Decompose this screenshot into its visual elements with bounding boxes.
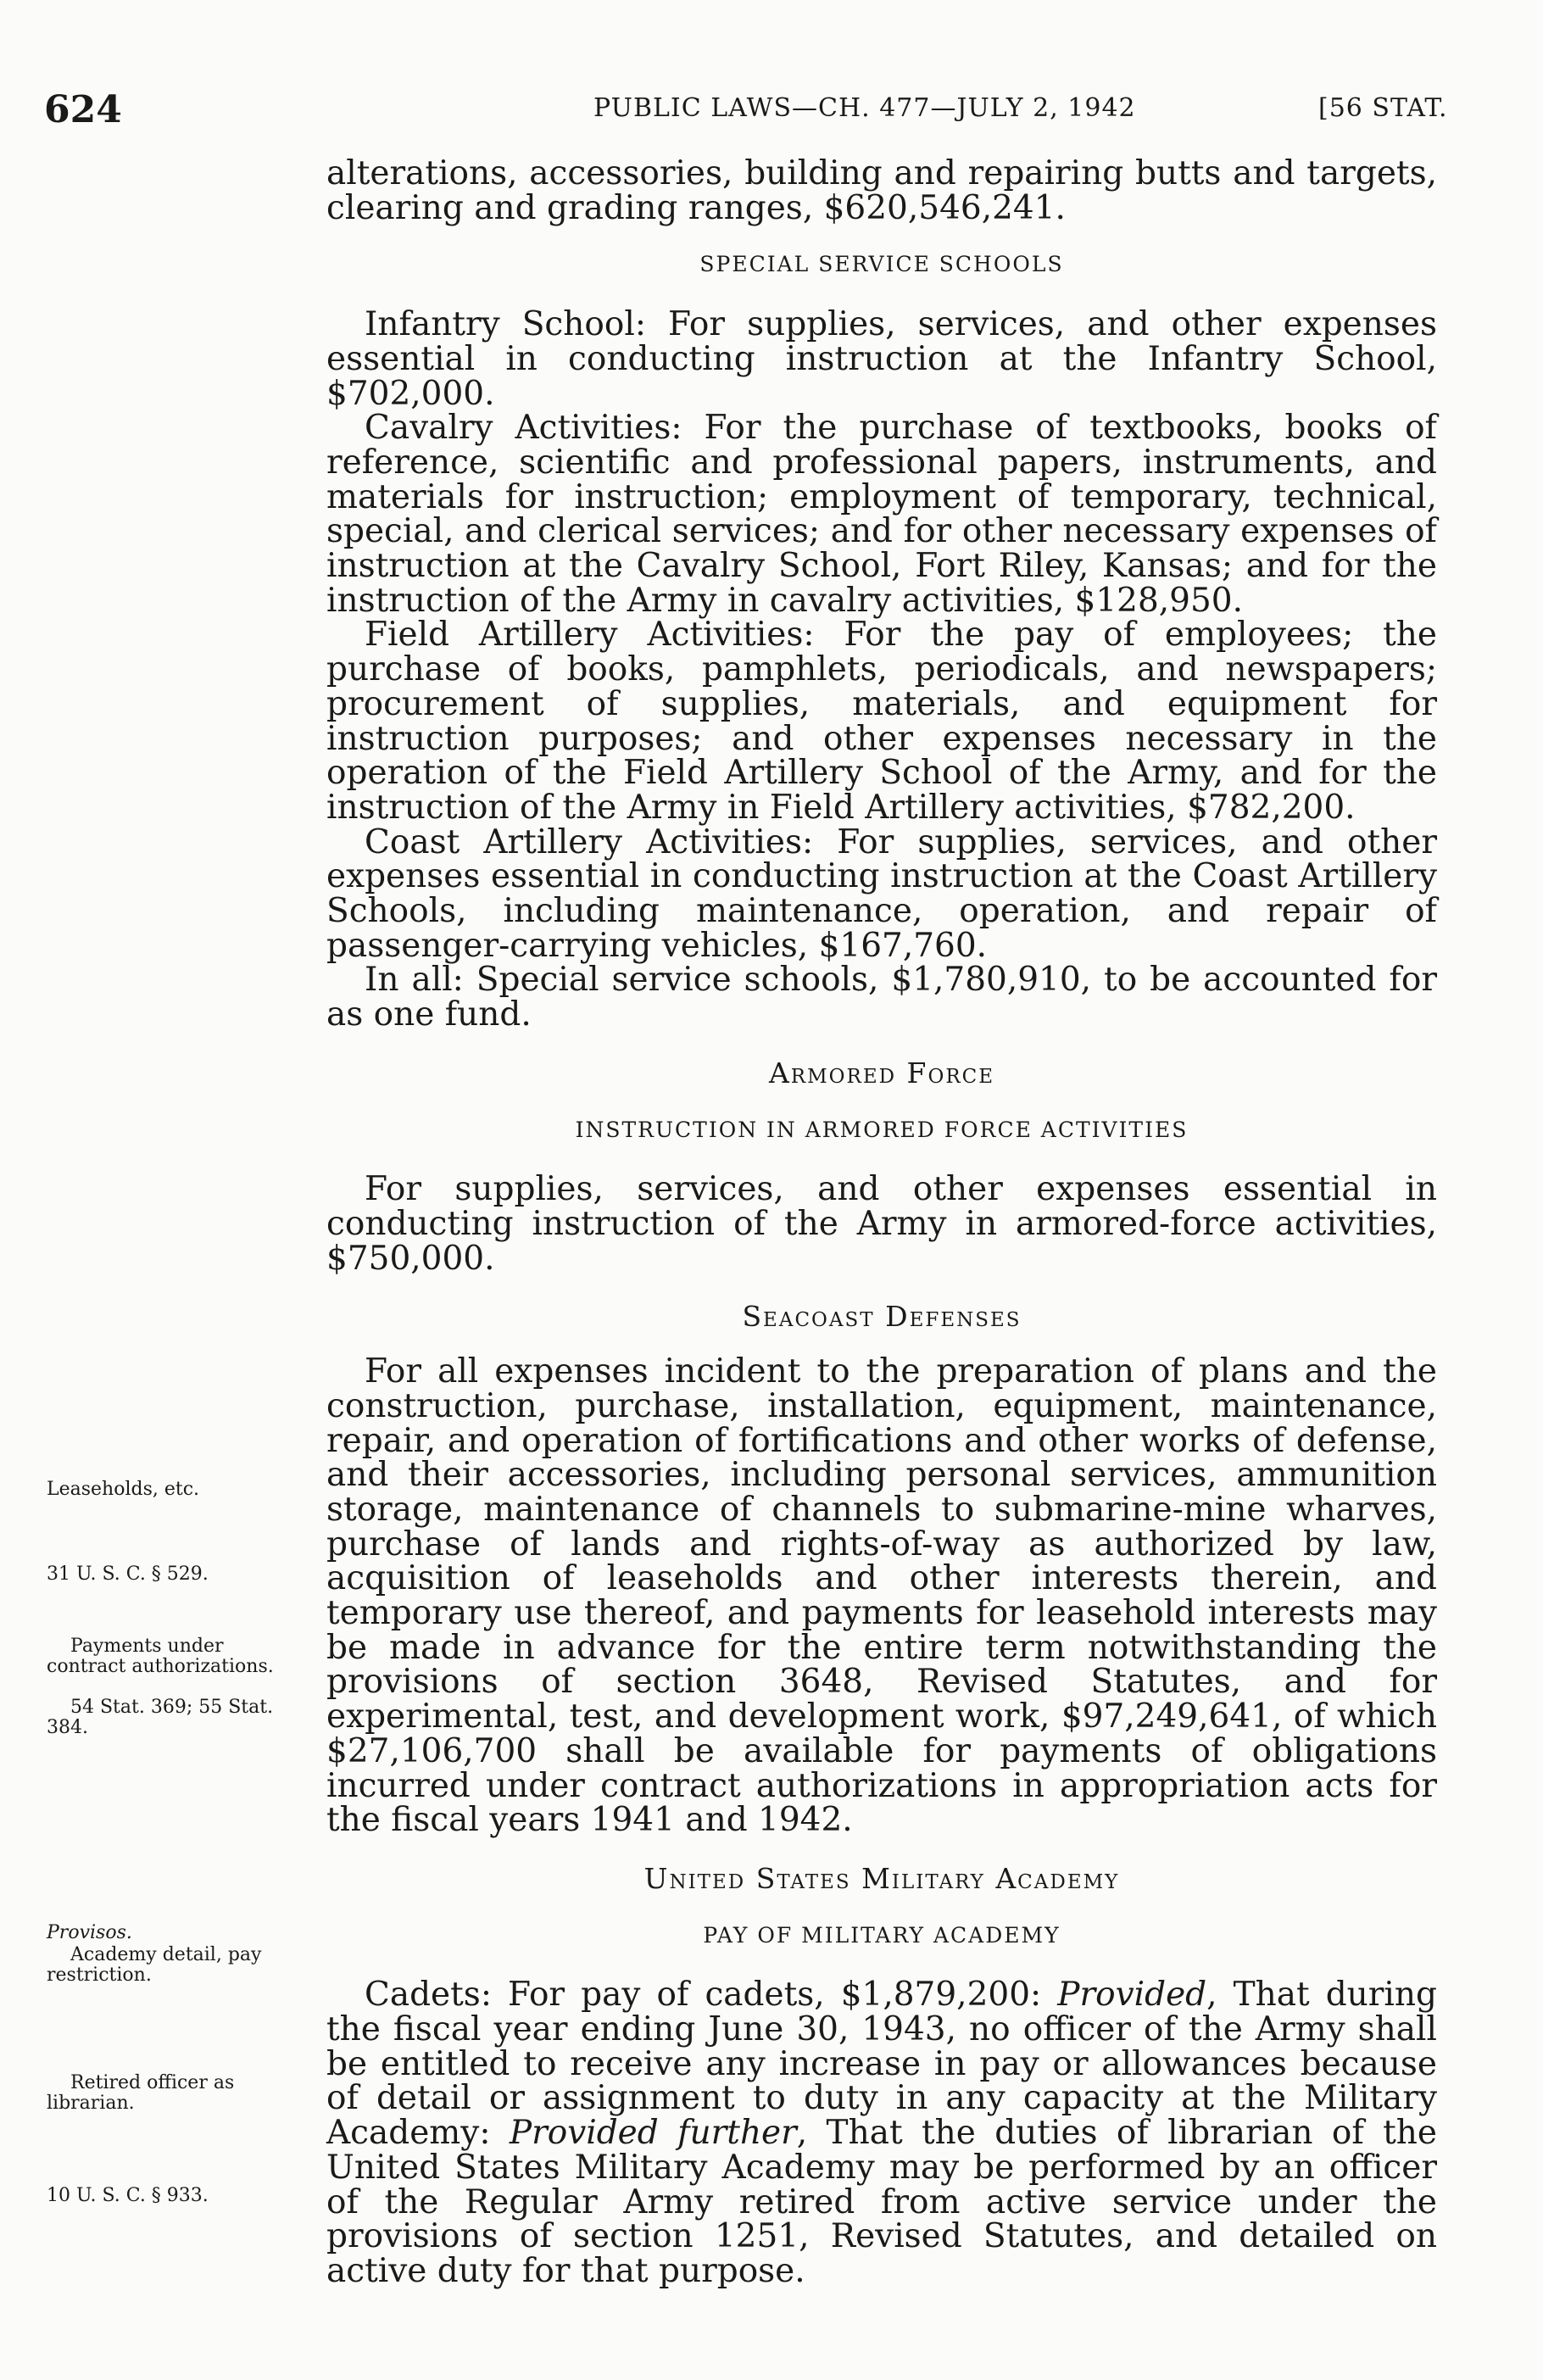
subheading-pay-of-academy: PAY OF MILITARY ACADEMY <box>703 1922 1061 1948</box>
margin-note-retired-officer: Retired officer as librarian. <box>47 2072 235 2114</box>
section-heading-military-academy: United States Military Academy <box>643 1861 1120 1895</box>
section-heading-seacoast-defenses: Seacoast Defenses <box>742 1300 1022 1334</box>
cadets-text-2: , That during the fiscal year ending June 30, 1943, no officer of the Army shall be entitled to receive any increase in pay or allowances because of detail or assignment to duty in any capacity at the Military Academy: <box>326 1976 1437 2153</box>
provided-further-term: Provided further <box>509 2114 797 2153</box>
paragraph-infantry-school: Infantry School: For supplies, services, and other expenses essential in conducting instruction at the Infantry School, $702,000. <box>326 305 1437 413</box>
paragraph-in-all: In all: Special service schools, $1,780,910, to be accounted for as one fund. <box>326 961 1437 1034</box>
paragraph-coast-artillery: Coast Artillery Activities: For supplies, services, and other expenses essential in conducting instruction at the Coast Artillery Schools, including maintenance, operation, and repair of passenger-carrying vehicles, $167,760. <box>326 822 1437 965</box>
margin-note-stat-ref: 54 Stat. 369; 55 Stat. 384. <box>47 1697 274 1738</box>
margin-note-payments: Payments under contract authorizations. <box>47 1636 274 1677</box>
cadets-text-1: Cadets: For pay of cadets, $1,879,200: <box>365 1976 1058 2015</box>
page-number: 624 <box>44 88 122 131</box>
margin-note-usc-933: 10 U. S. C. § 933. <box>47 2185 209 2206</box>
main-text <box>326 154 1437 2290</box>
section-heading-special-service-schools: SPECIAL SERVICE SCHOOLS <box>699 252 1064 277</box>
margin-note-leaseholds: Leaseholds, etc. <box>47 1479 200 1500</box>
section-heading-armored-force: Armored Force <box>768 1056 995 1090</box>
statute-reference: [56 STAT. <box>1318 93 1448 123</box>
paragraph-continued: alterations, accessories, building and repairing butts and targets, clearing and grading ranges, $620,546,241. <box>326 154 1437 227</box>
margin-note-usc-529: 31 U. S. C. § 529. <box>47 1563 209 1585</box>
paragraph-field-artillery: Field Artillery Activities: For the pay of employees; the purchase of books, pamphlets, periodicals, and newspapers; procurement of supplies, materials, and equipment for instruction purposes; and other expenses necessary in the operation of the Field Artillery School of the Army, and for the instruction of the Army in Field Artillery activities, $782,200. <box>326 616 1437 827</box>
margin-note-provisos: Provisos. <box>47 1922 132 1943</box>
margin-note-academy-detail: Academy detail, pay restriction. <box>47 1944 262 1986</box>
paragraph-armored-force: For supplies, services, and other expenses essential in conducting instruction of the Army in armored-force activities, $750,000. <box>326 1170 1437 1278</box>
paragraph-cadets <box>326 1978 1437 2288</box>
paragraph-seacoast-defenses: For all expenses incident to the preparation of plans and the construction, purchase, installation, equipment, maintenance, repair, and operation of fortifications and other works of defense, and their accessories, including personal services, ammunition storage, maintenance of channels to submarine-mine wharves, purchase of lands and rights-of-way as authorized by law, acquisition of leaseholds and other interests therein, and temporary use thereof, and payments for leasehold interests may be made in advance for the entire term notwithstanding the provisions of section 3648, Revised Statutes, and for experimental, test, and development work, $97,249,641, of which $27,106,700 shall be available for payments of obligations incurred under contract authorizations in appropriation acts for the fiscal years 1941 and 1942. <box>326 1352 1437 1840</box>
cadets-text-3: , That the duties of librarian of the United States Military Academy may be performed by an officer of the Regular Army retired from active service under the provisions of section 1251, Revised Statutes, and detailed on active duty for that purpose. <box>326 2114 1437 2290</box>
subheading-instruction-armored: INSTRUCTION IN ARMORED FORCE ACTIVITIES <box>575 1117 1189 1142</box>
running-head: PUBLIC LAWS—CH. 477—JULY 2, 1942 <box>593 93 1136 123</box>
paragraph-cavalry-activities: Cavalry Activities: For the purchase of textbooks, books of reference, scientific and professional papers, instruments, and materials for instruction; employment of temporary, technical, special, and clerical services; and for other necessary expenses of instruction at the Cavalry School, Fort Riley, Kansas; and for the instruction of the Army in cavalry activities, $128,950. <box>326 409 1437 620</box>
provided-term: Provided <box>1057 1976 1207 2015</box>
